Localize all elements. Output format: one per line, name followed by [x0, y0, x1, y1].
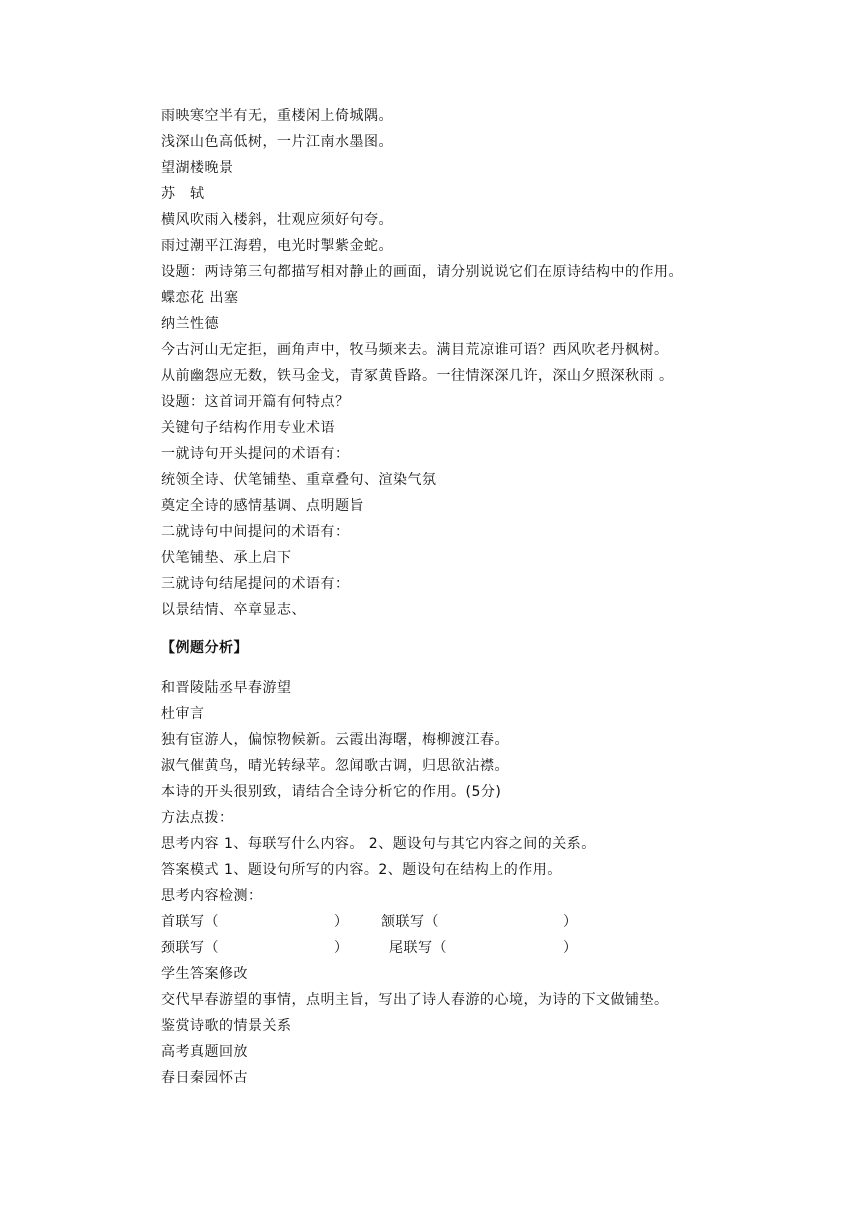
poem-line: 浅深山色高低树，一片江南水墨图。 [161, 134, 393, 150]
method-line: 思考内容 1、每联写什么内容。 2、题设句与其它内容之间的关系。 [161, 836, 596, 852]
poem-title: 蝶恋花 出塞 [161, 290, 239, 306]
question-text: 设题：两诗第三句都描写相对静止的画面，请分别说说它们在原诗结构中的作用。 [161, 264, 683, 280]
question-text: 设题：这首词开篇有何特点？ [161, 394, 350, 410]
poem-title: 和晋陵陆丞早春游望 [161, 680, 292, 696]
check-heading: 思考内容检测： [161, 888, 263, 904]
term-heading: 三就诗句结尾提问的术语有： [161, 576, 350, 592]
poem-author: 苏 轼 [161, 186, 205, 202]
second-couplet-close: ） [563, 914, 578, 930]
section-heading: 鉴赏诗歌的情景关系 [161, 1018, 292, 1034]
section-heading: 关键句子结构作用专业术语 [161, 420, 335, 436]
second-couplet-label: 颔联写（ [381, 914, 439, 930]
poem-title: 望湖楼晚景 [161, 160, 234, 176]
first-couplet-close: ） [334, 914, 349, 930]
section-heading: 学生答案修改 [161, 966, 248, 982]
third-couplet-label: 颈联写（ [161, 940, 219, 956]
term-list: 统领全诗、伏笔铺垫、重章叠句、渲染气氛 [161, 472, 437, 488]
answer-text: 交代早春游望的事情，点明主旨，写出了诗人春游的心境，为诗的下文做铺垫。 [161, 992, 669, 1008]
poem-line: 横风吹雨入楼斜，壮观应须好句夸。 [161, 212, 393, 228]
first-couplet-label: 首联写（ [161, 914, 219, 930]
term-list: 以景结情、卒章显志、 [161, 602, 306, 618]
term-list: 奠定全诗的感情基调、点明题旨 [161, 498, 364, 514]
poem-line: 雨过潮平江海碧，电光时掣紫金蛇。 [161, 238, 393, 254]
example-analysis-heading: 【例题分析】 [161, 640, 248, 656]
term-list: 伏笔铺垫、承上启下 [161, 550, 292, 566]
poem-line: 今古河山无定拒，画角声中，牧马频来去。满目荒凉谁可语？西风吹老丹枫树。 [161, 342, 669, 358]
poem-author: 杜审言 [161, 706, 205, 722]
method-heading: 方法点拨： [161, 810, 234, 826]
third-couplet-close: ） [334, 940, 349, 956]
term-heading: 一就诗句开头提问的术语有： [161, 446, 350, 462]
term-heading: 二就诗句中间提问的术语有： [161, 524, 350, 540]
poem-line: 淑气催黄鸟，晴光转绿苹。忽闻歌古调，归思欲沾襟。 [161, 758, 509, 774]
fourth-couplet-close: ） [563, 940, 578, 956]
poem-author: 纳兰性德 [161, 316, 219, 332]
method-line: 答案模式 1、题设句所写的内容。2、题设句在结构上的作用。 [161, 862, 562, 878]
fourth-couplet-label: 尾联写（ [389, 940, 447, 956]
poem-line: 雨映寒空半有无，重楼闲上倚城隅。 [161, 108, 393, 124]
section-heading: 高考真题回放 [161, 1044, 248, 1060]
poem-title: 春日秦园怀古 [161, 1070, 248, 1086]
poem-line: 独有宦游人，偏惊物候新。云霞出海曙，梅柳渡江春。 [161, 732, 509, 748]
poem-line: 从前幽怨应无数，铁马金戈，青冢黄昏路。一往情深深几许，深山夕照深秋雨 。 [161, 368, 674, 384]
question-text: 本诗的开头很别致，请结合全诗分析它的作用。(5分) [161, 784, 502, 800]
